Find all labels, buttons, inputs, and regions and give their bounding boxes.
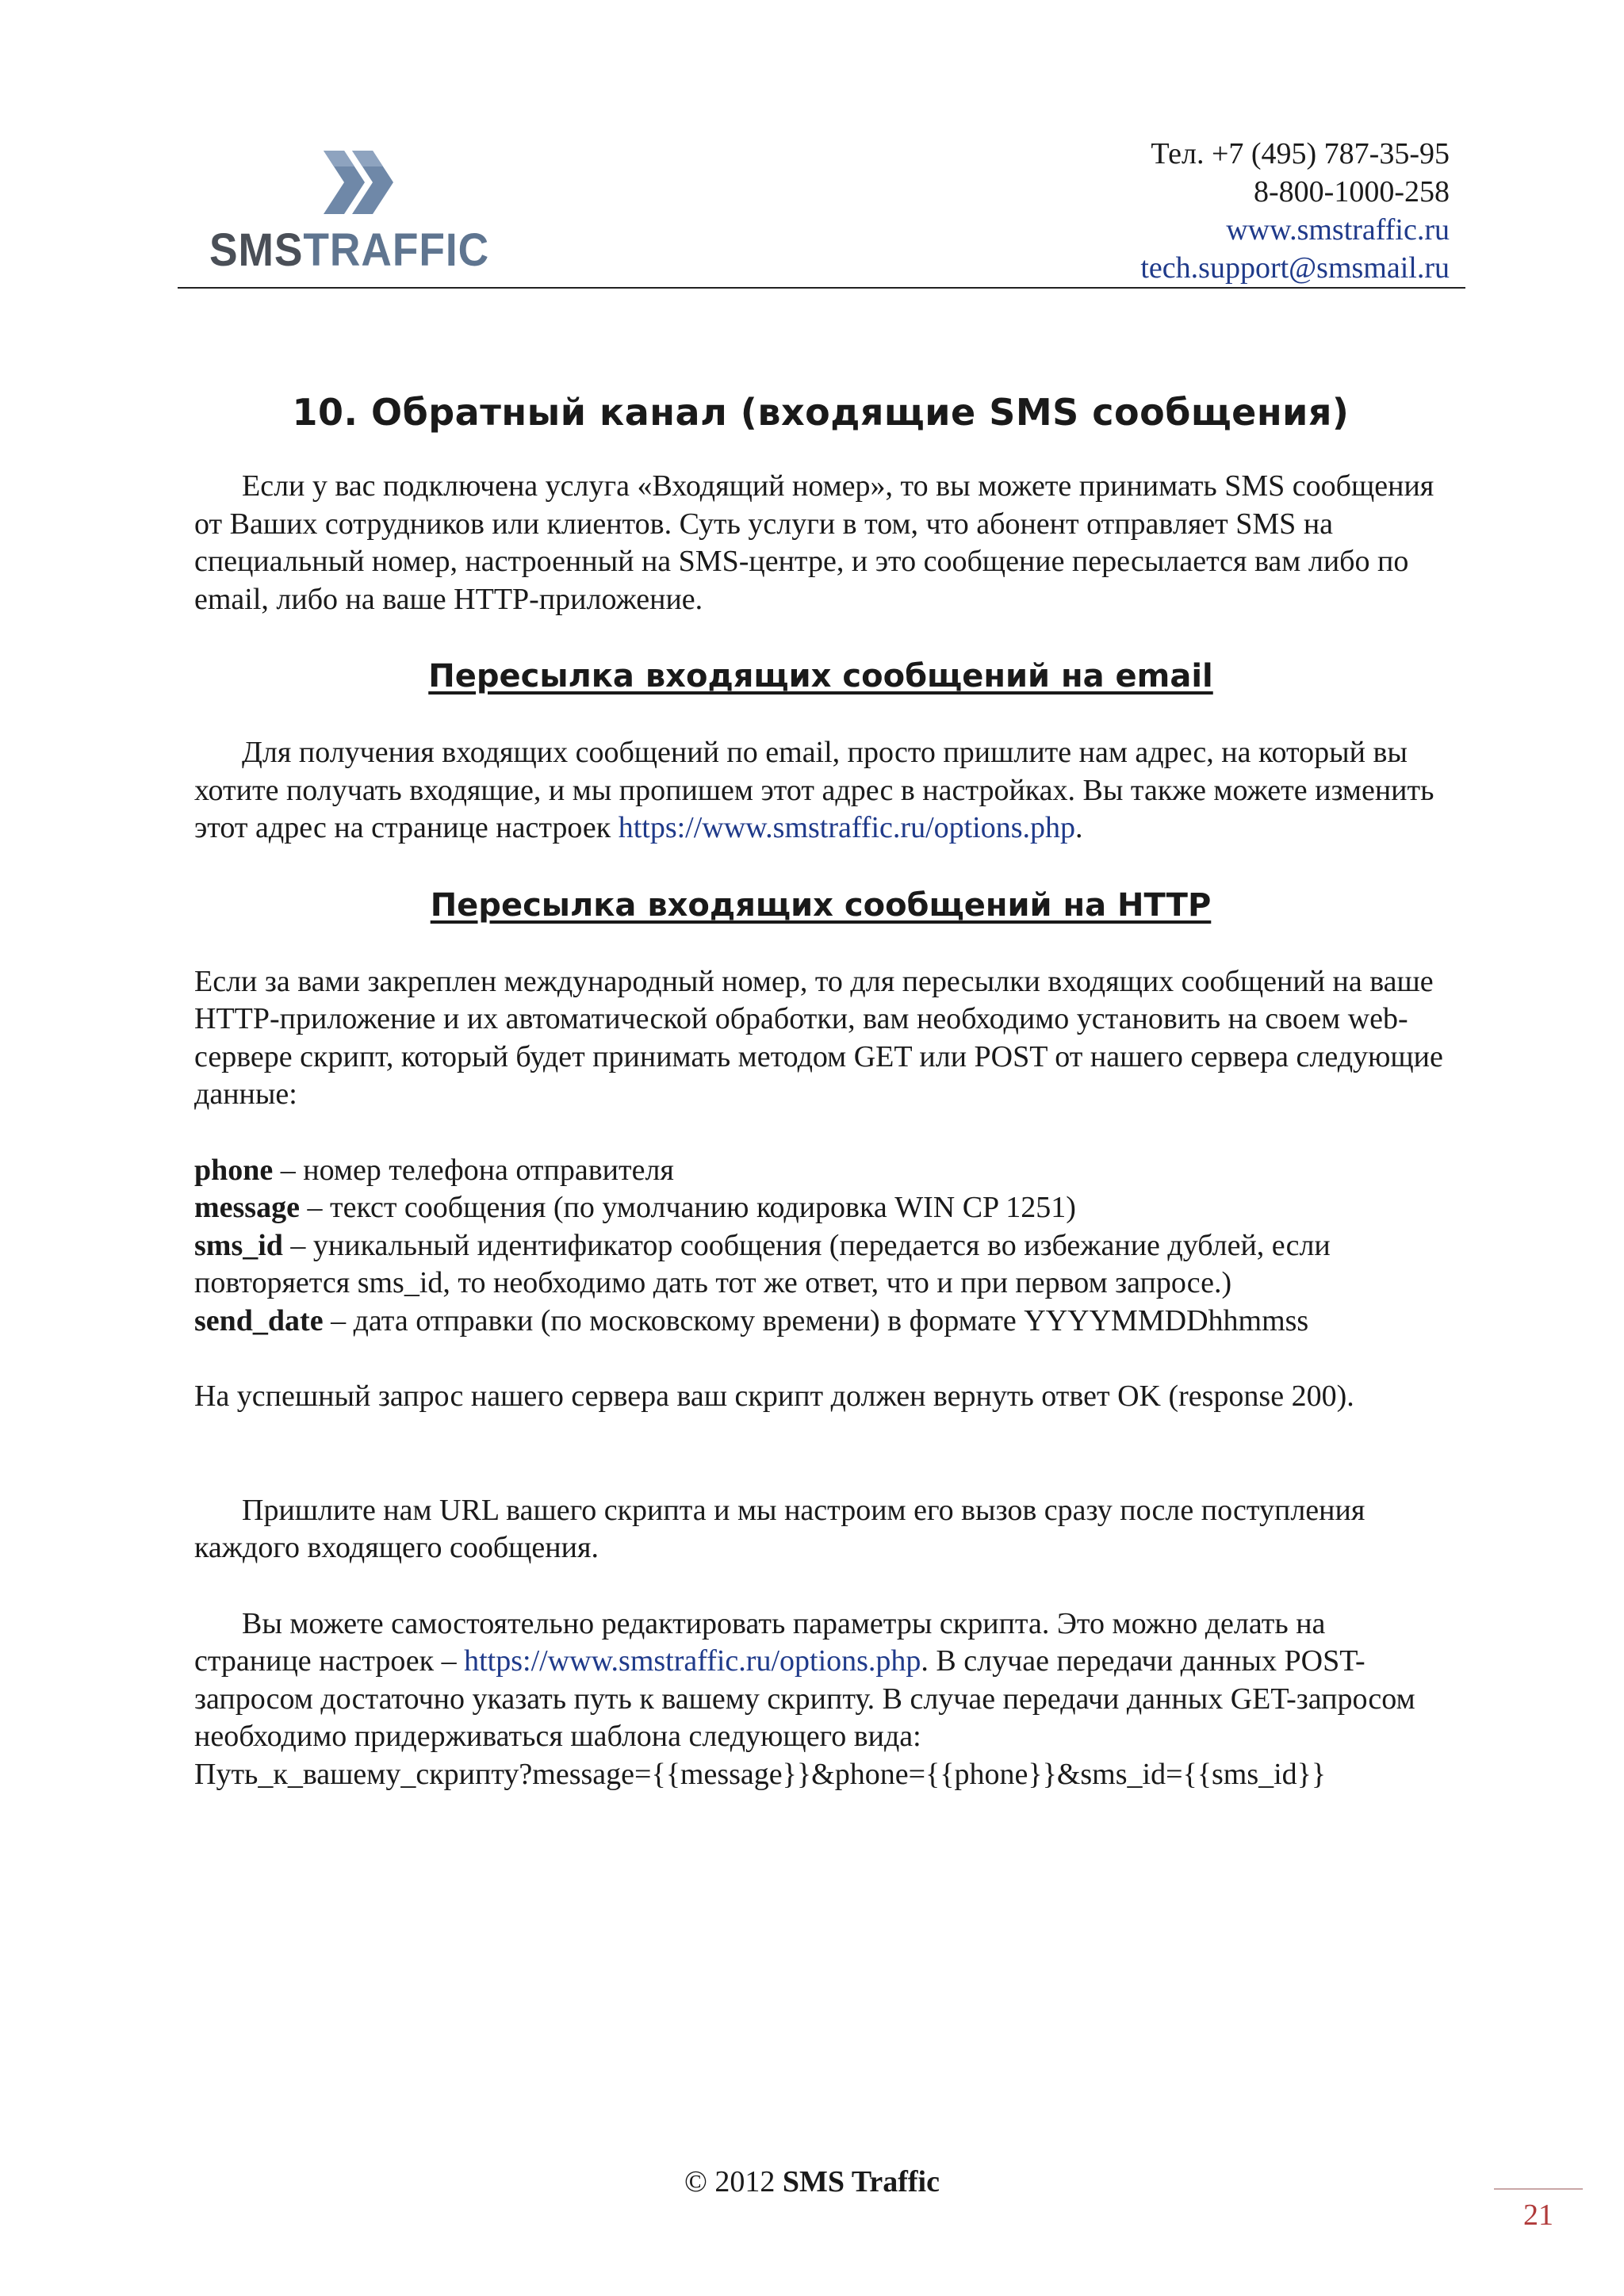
email-section-paragraph: [194, 734, 1447, 848]
smstraffic-logo: [209, 143, 495, 276]
param-item: [194, 1189, 1447, 1227]
edit-text-after: . В случае передачи данных POST-запросом достаточно указать путь к вашему скрипту. В случае передачи данных GET-запросом необходимо придерживаться шаблона следующего вида:: [194, 1644, 1415, 1753]
param-name: phone: [194, 1153, 274, 1187]
copyright-prefix: © 2012: [684, 2165, 783, 2198]
website-link[interactable]: www.smstraffic.ru: [1226, 213, 1450, 247]
page-title: 10. Обратный канал (входящие SMS сообщения): [292, 391, 1350, 434]
double-chevron-logo-icon: [320, 143, 400, 222]
param-name: send_date: [194, 1303, 324, 1337]
edit-text-before: Вы можете самостоятельно редактировать параметры скрипта. Это можно делать на странице настроек –: [194, 1606, 1326, 1678]
email-section-heading: Пересылка входящих сообщений на email: [428, 658, 1213, 695]
param-list: [194, 1152, 1447, 1341]
edit-params-paragraph: [194, 1605, 1447, 1756]
param-item: [194, 1227, 1447, 1303]
param-desc: – текст сообщения (по умолчанию кодировка WIN CP 1251): [299, 1191, 1076, 1224]
contact-block: [1140, 135, 1450, 287]
param-desc: – номер телефона отправителя: [273, 1153, 674, 1187]
main-content: [194, 388, 1447, 1793]
response-paragraph: На успешный запрос нашего сервера ваш скрипт должен вернуть ответ OK (response 200).: [194, 1380, 1354, 1413]
intro-paragraph: Если у вас подключена услуга «Входящий номер», то вы можете принимать SMS сообщения от Ваших сотрудников или клиентов. Суть услуги в том, что абонент отправляет SMS на специальный номер, настроенный на SMS-центре, и это сообщение пересылается вам либо по email, либо на ваше HTTP-приложение.: [194, 469, 1434, 616]
copyright-brand: SMS Traffic: [782, 2165, 940, 2198]
http-section-heading: Пересылка входящих сообщений на HTTP: [430, 886, 1212, 924]
page-footer: [0, 2163, 1624, 2201]
support-email-link[interactable]: tech.support@smsmail.ru: [1140, 251, 1450, 285]
phone-tollfree: 8-800-1000-258: [1254, 175, 1450, 209]
email-section-trailing: .: [1075, 811, 1083, 844]
logo-wordmark: [209, 225, 489, 276]
http-section-paragraph: Если за вами закреплен международный номер, то для пересылки входящих сообщений на ваше HTTP-приложение и их автоматической обработки, вам необходимо установить на своем web-сервере скрипт, который будет принимать методом GET или POST от нашего сервера следующие данные:: [194, 964, 1443, 1111]
param-name: message: [194, 1191, 300, 1224]
options-link[interactable]: https://www.smstraffic.ru/options.php: [618, 811, 1076, 844]
page-number: 21: [1523, 2198, 1553, 2232]
logo-sms-text: SMS: [209, 224, 304, 276]
header-divider: [178, 287, 1465, 289]
options-link-2[interactable]: https://www.smstraffic.ru/options.php: [464, 1644, 921, 1678]
page-header: [178, 119, 1465, 289]
param-item: [194, 1152, 1447, 1190]
logo-traffic-text: TRAFFIC: [303, 224, 490, 276]
param-name: sms_id: [194, 1228, 283, 1262]
phone-primary: Тел. +7 (495) 787-35-95: [1151, 137, 1450, 170]
page-number-divider: [1494, 2188, 1583, 2190]
send-url-paragraph: Пришлите нам URL вашего скрипта и мы настроим его вызов сразу после поступления каждого входящего сообщения.: [194, 1493, 1365, 1564]
param-item: [194, 1303, 1447, 1341]
url-template: Путь_к_вашему_скрипту?message={{message}}&phone={{phone}}&sms_id={{sms_id}}: [194, 1757, 1327, 1791]
param-desc: – уникальный идентификатор сообщения (передается во избежание дублей, если повторяется sms_id, то необходимо дать тот же ответ, что и при первом запросе.): [194, 1228, 1331, 1299]
param-desc: – дата отправки (по московскому времени) в формате YYYYMMDDhhmmss: [323, 1303, 1309, 1337]
email-section-text: Для получения входящих сообщений по email, просто пришлите нам адрес, на который вы хотите получать входящие, и мы пропишем этот адрес в настройках. Вы также можете изменить этот адрес на странице настроек: [194, 736, 1434, 844]
